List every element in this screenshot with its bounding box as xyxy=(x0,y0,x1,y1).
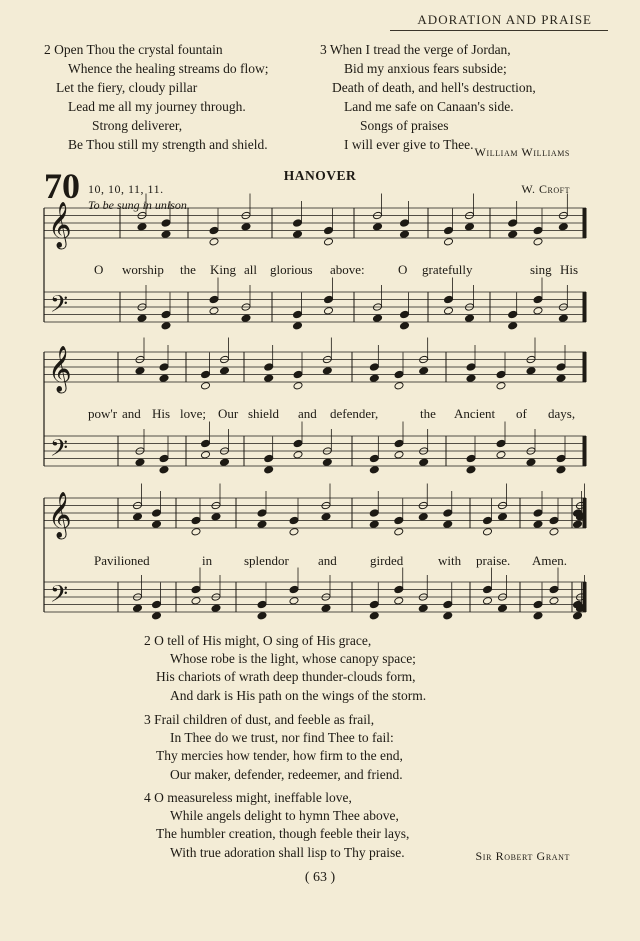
stanza-line: Thy mercies how tender, how firm to the end, xyxy=(156,748,403,764)
stanza-line: His chariots of wrath deep thunder-clouds form, xyxy=(156,669,416,685)
svg-text:𝄢: 𝄢 xyxy=(50,290,69,323)
verse-line: 3 When I tread the verge of Jordan, xyxy=(320,42,511,57)
stanza-line: The humbler creation, though feeble their lays, xyxy=(156,826,410,842)
verse-line: Lead me all my journey through. xyxy=(68,99,246,114)
verse-line: I will ever give to Thee. xyxy=(344,137,474,152)
lyric-word: Amen. xyxy=(532,553,568,568)
lyric-word: of xyxy=(516,406,527,421)
lyric-word: worship xyxy=(122,262,164,277)
verse-line: Bid my anxious fears subside; xyxy=(344,61,507,76)
lyric-word: the xyxy=(180,262,196,277)
page-number: ( 63 ) xyxy=(304,870,336,885)
stanza-line: And dark is His path on the wings of the storm. xyxy=(170,687,427,703)
verse-line: 2 Open Thou the crystal fountain xyxy=(44,42,223,57)
lyric-word: sing xyxy=(530,262,552,277)
verse-line: Whence the healing streams do flow; xyxy=(68,61,269,76)
tune-name: HANOVER xyxy=(283,168,357,183)
lyric-word: above: xyxy=(330,262,365,277)
verse-line: Death of death, and hell's destruction, xyxy=(332,80,536,95)
stanza-2 xyxy=(144,632,426,705)
lyric-word: with xyxy=(438,553,462,568)
stanza-line: Our maker, defender, redeemer, and friend. xyxy=(170,766,403,782)
verse-line: Land me safe on Canaan's side. xyxy=(344,99,514,114)
stanza-3 xyxy=(144,711,403,784)
svg-text:𝄞: 𝄞 xyxy=(48,492,72,538)
stanza-4 xyxy=(144,789,409,862)
lyric-word: O xyxy=(94,262,104,277)
stanza-line: In Thee do we trust, nor find Thee to fail: xyxy=(170,730,394,746)
lyric-word: Pavilioned xyxy=(94,553,150,568)
lyric-word: pow'r xyxy=(88,406,118,421)
lyric-word: praise. xyxy=(476,553,511,568)
lyric-word: splendor xyxy=(244,553,289,568)
svg-text:𝄢: 𝄢 xyxy=(50,434,69,467)
stanza-line: With true adoration shall lisp to Thy praise. xyxy=(170,844,405,860)
stanza-line: 4 O measureless might, ineffable love, xyxy=(144,790,352,805)
lyric-word: all xyxy=(244,262,257,277)
verse-line: Let the fiery, cloudy pillar xyxy=(56,80,198,95)
lyric-word: and xyxy=(318,553,337,568)
svg-text:𝄢: 𝄢 xyxy=(50,580,69,613)
lyric-word: King xyxy=(210,262,236,277)
composer: W. Croft xyxy=(521,182,570,196)
hymn-number: 70 xyxy=(44,166,80,206)
hymn-author: Sir Robert Grant xyxy=(475,849,570,863)
lyric-word: the xyxy=(420,406,436,421)
section-header: ADORATION AND PRAISE xyxy=(417,12,592,27)
lyric-word: and xyxy=(122,406,141,421)
stanza-line: While angels delight to hymn Thee above, xyxy=(170,808,399,824)
lyric-word: girded xyxy=(370,553,404,568)
lyric-word: gratefully xyxy=(422,262,473,277)
lyric-word: love; xyxy=(180,406,206,421)
stanza-line: Whose robe is the light, whose canopy space; xyxy=(170,651,416,667)
lyric-word: and xyxy=(298,406,317,421)
lyric-word: glorious xyxy=(270,262,313,277)
verse-line: Be Thou still my strength and shield. xyxy=(68,137,268,152)
svg-text:𝄞: 𝄞 xyxy=(48,202,72,248)
lyric-word: shield xyxy=(248,406,280,421)
prev-hymn-author: William Williams xyxy=(474,145,570,159)
verse-line: Strong deliverer, xyxy=(92,118,183,133)
lyric-word: His xyxy=(560,262,579,277)
lyric-word: days, xyxy=(548,406,576,421)
performance-instruction: To be sung in unison. xyxy=(88,198,190,212)
hymn-meter: 10, 10, 11, 11. xyxy=(88,182,164,196)
verse-line: Songs of praises xyxy=(360,118,449,133)
lyric-word: defender, xyxy=(330,406,379,421)
lyric-word: Ancient xyxy=(454,406,496,421)
stanza-line: 2 O tell of His might, O sing of His grace, xyxy=(144,633,372,648)
stanza-line: 3 Frail children of dust, and feeble as frail, xyxy=(144,712,375,727)
svg-text:𝄞: 𝄞 xyxy=(48,346,72,392)
lyric-word: in xyxy=(202,553,213,568)
lyric-word: O xyxy=(398,262,408,277)
lyric-word: Our xyxy=(218,406,239,421)
lyric-word: His xyxy=(152,406,171,421)
